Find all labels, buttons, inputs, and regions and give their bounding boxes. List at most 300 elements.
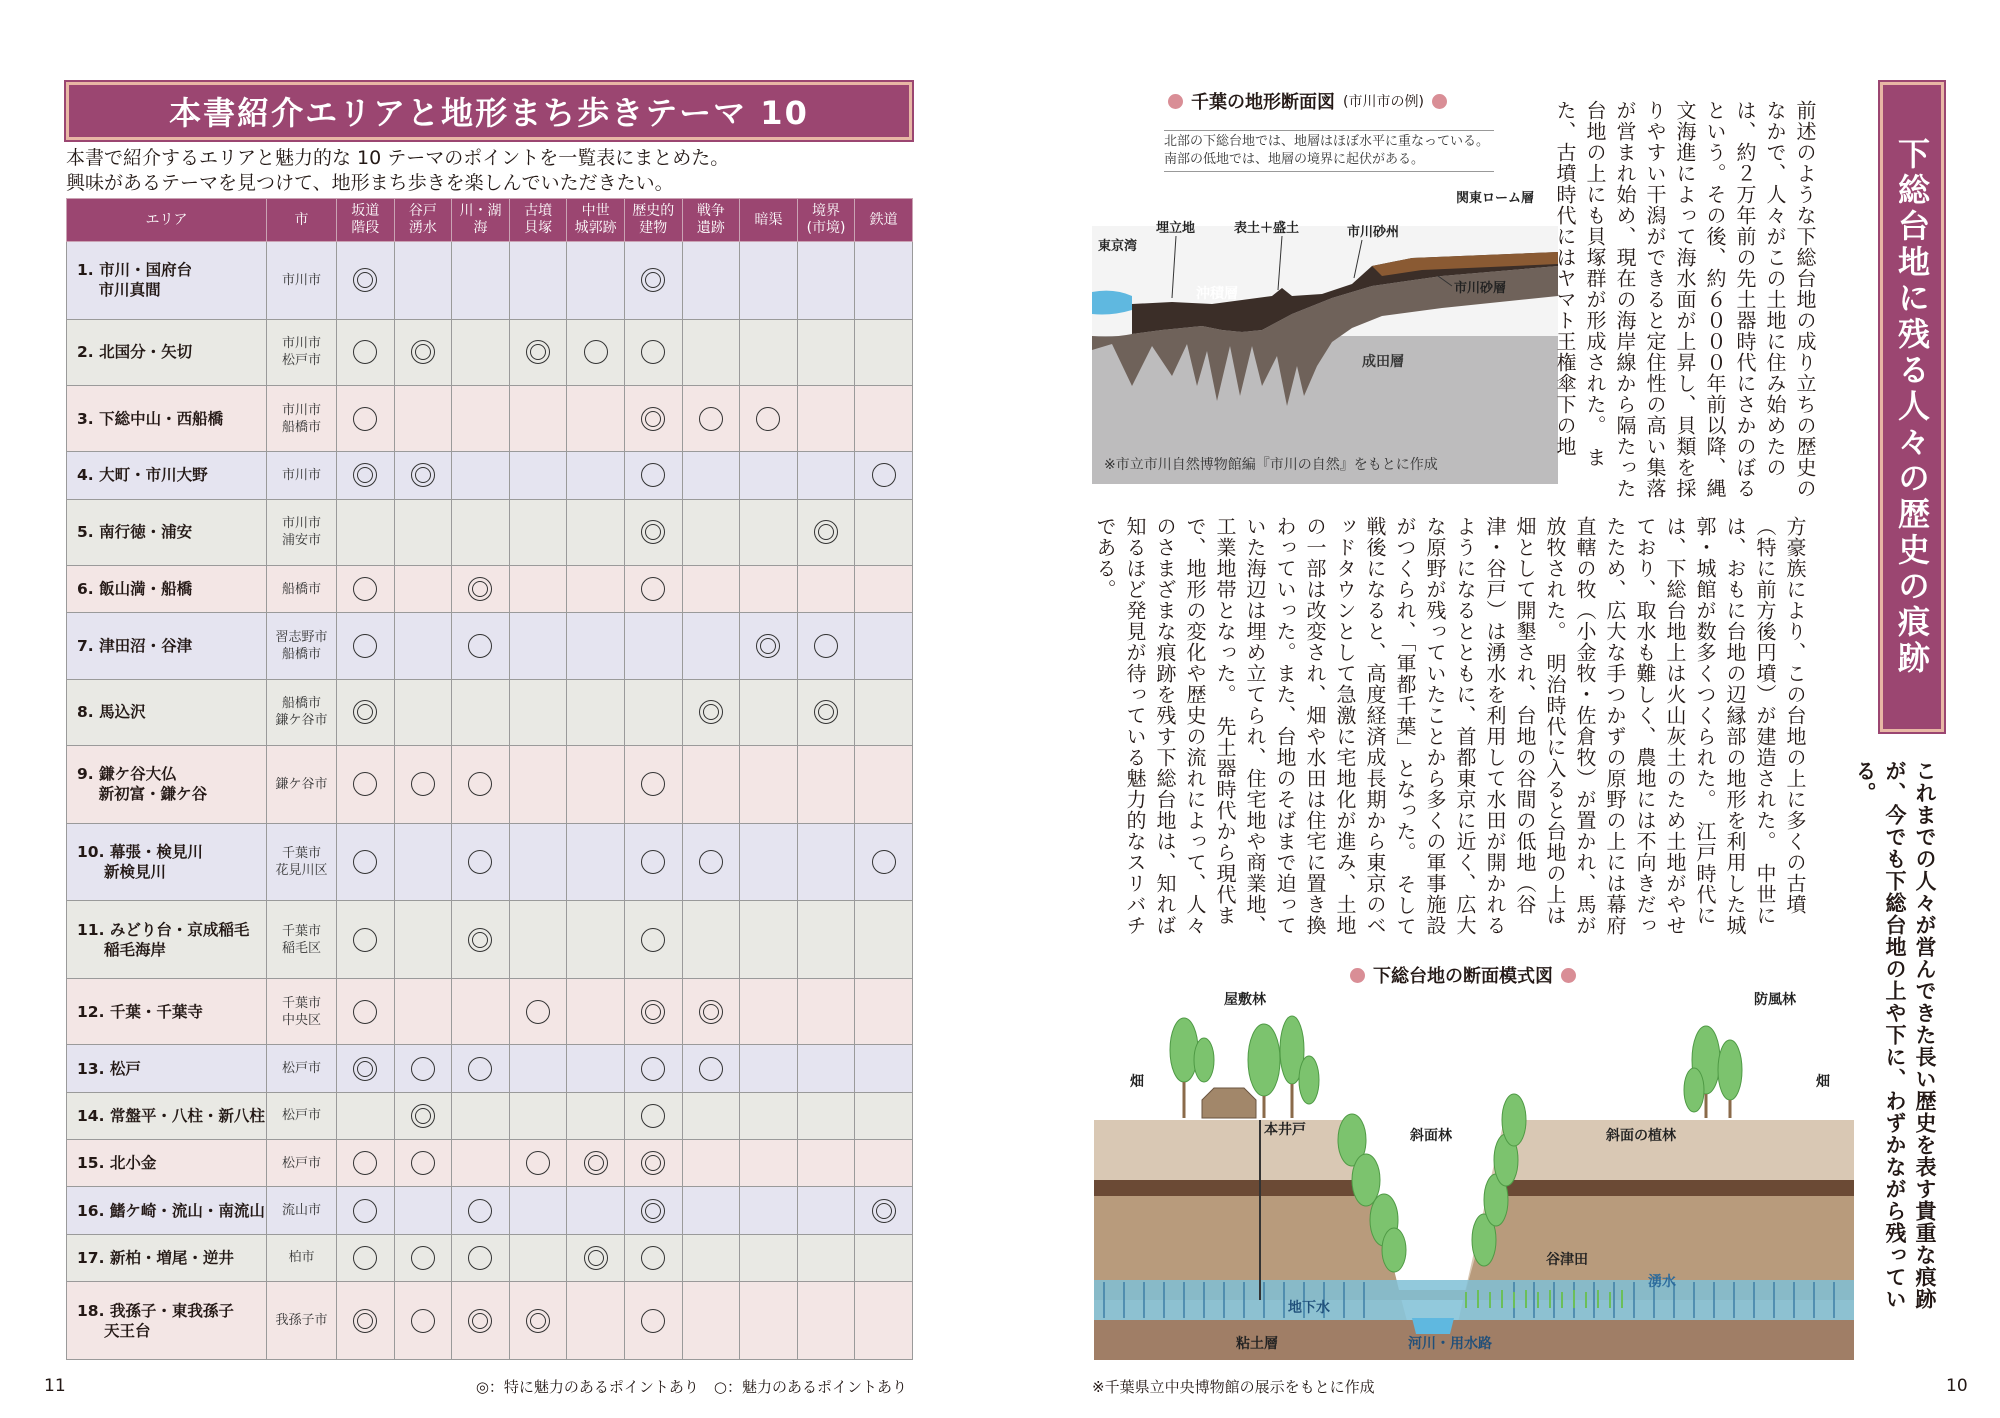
theme-cell [452,1045,510,1092]
city-cell: 市川市 浦安市 [267,499,337,565]
city-cell: 市川市 [267,242,337,320]
circle-icon [641,928,665,952]
theme-cell [567,1234,625,1281]
theme-cell [797,565,855,612]
theme-cell [682,745,740,823]
theme-cell [567,1045,625,1092]
circle-icon [584,340,608,364]
label-yashikirin: 屋敷林 [1224,992,1266,1008]
table-header-cell: 市 [267,199,337,242]
theme-cell [624,1187,682,1234]
circle-icon [699,1057,723,1081]
circle-icon [353,1000,377,1024]
theme-cell [855,979,913,1045]
fig1-title-text: 千葉の地形断面図 [1191,92,1335,113]
label-bofurin: 防風林 [1754,992,1796,1008]
theme-cell [797,613,855,679]
theme-cell [394,1234,452,1281]
theme-cell [337,823,395,901]
theme-cell [394,679,452,745]
circle-icon [468,634,492,658]
table-header-cell: 鉄道 [855,199,913,242]
theme-cell [682,242,740,320]
area-cell: 16. 鰭ケ崎・流山・南流山 [67,1187,267,1234]
groundwater-band-shape [1094,1280,1854,1320]
theme-cell [682,823,740,901]
theme-cell [509,1234,567,1281]
area-cell: 9. 鎌ケ谷大仏 新初富・鎌ケ谷 [67,745,267,823]
double-circle-icon [641,268,665,292]
table-row [67,1092,913,1139]
double-circle-icon [353,463,377,487]
theme-table [66,198,913,1360]
double-circle-icon [411,1104,435,1128]
double-circle-icon [641,1151,665,1175]
theme-cell [567,1140,625,1187]
theme-cell [509,1187,567,1234]
theme-cell [797,386,855,452]
table-row [67,823,913,901]
area-cell: 5. 南行徳・浦安 [67,499,267,565]
double-circle-icon [641,520,665,544]
theme-cell [452,823,510,901]
double-circle-icon [872,1199,896,1223]
theme-cell [855,319,913,385]
circle-icon [353,1199,377,1223]
theme-cell [567,979,625,1045]
theme-cell [394,979,452,1045]
theme-cell [337,1045,395,1092]
theme-cell [740,452,798,499]
double-circle-icon [641,1000,665,1024]
fig1-note-line-1: 北部の下総台地では、地層はほぼ水平に重なっている。 [1164,134,1490,149]
double-circle-icon [353,1057,377,1081]
theme-cell [452,679,510,745]
city-cell: 習志野市 船橋市 [267,613,337,679]
circle-icon [641,772,665,796]
circle-icon [872,850,896,874]
city-cell: 市川市 松戸市 [267,319,337,385]
theme-cell [682,679,740,745]
theme-cell [682,319,740,385]
theme-cell [682,1187,740,1234]
theme-cell [855,1234,913,1281]
label-nendo: 粘土層 [1236,1336,1278,1352]
table-row [67,679,913,745]
theme-cell [567,499,625,565]
plateau-cross-section-figure [1094,992,1854,1360]
label-shamen-shokurin: 斜面の植林 [1606,1128,1676,1144]
theme-cell [797,1092,855,1139]
theme-cell [740,823,798,901]
theme-cell [394,901,452,979]
theme-cell [337,613,395,679]
city-cell: 船橋市 [267,565,337,612]
circle-icon [699,407,723,431]
table-row [67,1234,913,1281]
double-circle-icon [468,928,492,952]
table-row [67,1140,913,1187]
table-header-cell: エリア [67,199,267,242]
theme-cell [567,386,625,452]
theme-cell [797,679,855,745]
theme-cell [567,452,625,499]
theme-cell [855,823,913,901]
city-cell: 鎌ケ谷市 [267,745,337,823]
tokyo-bay-water-shape [1092,291,1132,315]
farmhouse-icon [1202,1088,1256,1118]
theme-cell [682,1140,740,1187]
theme-cell [624,319,682,385]
theme-cell [509,901,567,979]
label-landfill: 埋立地 [1156,221,1196,236]
theme-cell [567,613,625,679]
area-cell: 4. 大町・市川大野 [67,452,267,499]
area-cell: 13. 松戸 [67,1045,267,1092]
table-row [67,979,913,1045]
circle-icon [468,1246,492,1270]
label-well: 本井戸 [1264,1122,1306,1138]
area-cell: 1. 市川・国府台 市川真間 [67,242,267,320]
theme-cell [797,823,855,901]
city-cell: 柏市 [267,1234,337,1281]
double-circle-icon [641,407,665,431]
theme-cell [740,242,798,320]
city-cell: 松戸市 [267,1140,337,1187]
circle-icon [468,1199,492,1223]
circle-icon [411,1246,435,1270]
label-shamenrin: 斜面林 [1410,1128,1452,1144]
theme-cell [682,386,740,452]
double-circle-icon [641,1199,665,1223]
table-header-cell: 谷戸 湧水 [394,199,452,242]
theme-cell [797,745,855,823]
area-cell: 14. 常盤平・八柱・新八柱 [67,1092,267,1139]
circle-icon [641,463,665,487]
table-legend: ◎：特に魅力のあるポイントあり ○：魅力のあるポイントあり [475,1378,907,1396]
circle-icon [641,1246,665,1270]
circle-icon [411,1151,435,1175]
theme-cell [740,386,798,452]
circle-icon [353,634,377,658]
theme-cell [855,1092,913,1139]
area-cell: 17. 新柏・増尾・逆井 [67,1234,267,1281]
table-header-cell: 古墳 貝塚 [509,199,567,242]
circle-icon [641,340,665,364]
double-circle-icon [353,268,377,292]
theme-cell [624,1140,682,1187]
theme-cell [509,979,567,1045]
double-circle-icon [699,700,723,724]
circle-icon [353,340,377,364]
theme-cell [509,1092,567,1139]
city-cell: 千葉市 稲毛区 [267,901,337,979]
label-ichikawa-sandbar: 市川砂州 [1347,225,1400,240]
theme-cell [682,1234,740,1281]
area-cell: 6. 飯山満・船橋 [67,565,267,612]
area-cell: 7. 津田沼・谷津 [67,613,267,679]
table-header-cell: 境界 (市境) [797,199,855,242]
double-circle-icon [353,700,377,724]
theme-cell [337,745,395,823]
circle-icon [526,1151,550,1175]
double-circle-icon [411,340,435,364]
double-circle-icon [584,1246,608,1270]
circle-icon [411,1057,435,1081]
theme-cell [624,499,682,565]
circle-icon [641,850,665,874]
theme-cell [452,1092,510,1139]
theme-cell [855,1045,913,1092]
fig1-title [1168,88,1447,114]
double-circle-icon [814,700,838,724]
theme-cell [855,1140,913,1187]
theme-cell [337,565,395,612]
theme-cell [855,242,913,320]
theme-cell [452,386,510,452]
theme-cell [624,745,682,823]
theme-cell [855,1187,913,1234]
theme-cell [337,499,395,565]
theme-cell [797,979,855,1045]
theme-cell [394,452,452,499]
body-text-bottom: 方豪族により、この台地の上に多くの古墳（特に前方後円墳）が建造された。 中世には、おもに台地の辺縁部の地形を利用した城郭・城館が数多くつくられた。 江戸時代には、下総台地上は火山灰土のため土地がやせており、取水も難しく、農地には不向きだったため、広大な手つかずの原野の上には幕府直轄の牧（小金牧・佐倉牧）が置かれ、馬が放牧された。 明治時代に入ると台地の上は畑として開墾され、台地の谷間の低地（谷津・谷戸）は湧水を利用して水田が開かれるようになるとともに、首都東京に近く、広大な原野が残っていたことから多くの軍事施設がつくられ、「軍都千葉」となった。 そして戦後になると、高度経済成長期から東京のベッドタウンとして急激に宅地化が進み、土地の一部は改変され、畑や水田は住宅に置き換わっていった。また、台地のそばまで迫っていた海辺は埋め立てられ、住宅地や商業地、工業地帯となった。 先土器時代から現代まで、地形の変化や歴史の流れによって、人々のさまざまな痕跡を残す下総台地は、知れば知るほど発見が待っている魅力的なスリバチである。 [1093,516,1807,937]
theme-cell [740,1282,798,1360]
theme-cell [797,901,855,979]
page-number-right: 10 [1946,1376,1968,1396]
theme-cell [394,319,452,385]
theme-cell [740,1234,798,1281]
body-text-top: 前述のような下総台地の成り立ちの歴史のなかで、人々がこの土地に住み始めたのは、約２万年前の先土器時代にさかのぼるという。その後、約６０００年前以降、縄文海進によって海水面が上昇し、貝類を採りやすい干潟ができると定住性の高い集落が営まれ始め、現在の海岸線から隔たった台地の上にも貝塚群が形成された。 また、古墳時代にはヤマト王権傘下の地 [1553,100,1817,499]
theme-cell [394,499,452,565]
theme-cell [337,1282,395,1360]
theme-cell [337,242,395,320]
circle-icon [814,634,838,658]
fig2-title-text: 下総台地の断面模式図 [1373,966,1553,987]
theme-cell [624,1045,682,1092]
bullet-dot-icon [1561,968,1576,983]
circle-icon [353,577,377,601]
circle-icon [756,407,780,431]
theme-cell [452,613,510,679]
loam-band-shape [1094,1180,1854,1196]
theme-cell [855,499,913,565]
theme-cell [337,1092,395,1139]
theme-cell [509,499,567,565]
circle-icon [411,1309,435,1333]
theme-cell [452,901,510,979]
city-cell: 松戸市 [267,1045,337,1092]
label-kasen: 河川・用水路 [1408,1336,1492,1352]
theme-cell [567,1187,625,1234]
city-cell: 市川市 船橋市 [267,386,337,452]
theme-cell [509,1140,567,1187]
city-cell: 松戸市 [267,1092,337,1139]
theme-cell [855,1282,913,1360]
theme-cell [337,979,395,1045]
circle-icon [641,1309,665,1333]
theme-cell [624,979,682,1045]
circle-icon [353,1151,377,1175]
theme-cell [797,1045,855,1092]
label-alluvium: 沖積層 [1196,286,1238,302]
theme-cell [740,679,798,745]
theme-cell [797,1140,855,1187]
table-row [67,745,913,823]
theme-cell [624,565,682,612]
table-row [67,242,913,320]
theme-cell [394,823,452,901]
double-circle-icon [584,1151,608,1175]
circle-icon [353,928,377,952]
area-cell: 11. みどり台・京成稲毛 稲毛海岸 [67,901,267,979]
double-circle-icon [526,340,550,364]
theme-cell [855,613,913,679]
theme-cell [337,679,395,745]
theme-cell [624,1234,682,1281]
theme-cell [394,1092,452,1139]
circle-icon [641,577,665,601]
theme-cell [509,1045,567,1092]
theme-cell [567,565,625,612]
theme-cell [797,499,855,565]
theme-cell [509,745,567,823]
theme-cell [394,565,452,612]
label-hata-right: 畑 [1816,1074,1830,1090]
table-row [67,1187,913,1234]
theme-cell [624,1092,682,1139]
area-cell: 3. 下総中山・西船橋 [67,386,267,452]
theme-cell [394,613,452,679]
theme-cell [855,901,913,979]
theme-cell [394,242,452,320]
theme-cell [394,1140,452,1187]
bullet-dot-icon [1432,94,1447,109]
theme-cell [452,745,510,823]
theme-cell [452,452,510,499]
table-row [67,499,913,565]
theme-cell [740,901,798,979]
theme-cell [337,386,395,452]
label-chikasui: 地下水 [1288,1300,1330,1316]
theme-cell [797,1234,855,1281]
label-kanto-loam: 関東ローム層 [1456,191,1535,206]
theme-cell [509,319,567,385]
fig1-subtitle: (市川市の例) [1343,94,1424,110]
theme-cell [624,1282,682,1360]
label-topsoil: 表土＋盛土 [1234,221,1300,236]
table-header-cell: 川・湖 海 [452,199,510,242]
table-row [67,1282,913,1360]
label-tokyo-bay: 東京湾 [1098,239,1138,254]
fig1-source: ※市立市川自然博物館編『市川の自然』をもとに作成 [1104,457,1438,473]
theme-cell [452,1282,510,1360]
theme-cell [394,1187,452,1234]
table-title: 本書紹介エリアと地形まち歩きテーマ 10 [66,82,912,140]
theme-cell [682,901,740,979]
theme-cell [509,565,567,612]
theme-cell [452,1140,510,1187]
page-number-left: 11 [44,1376,66,1396]
theme-cell [452,1187,510,1234]
area-cell: 2. 北国分・矢切 [67,319,267,385]
circle-icon [468,850,492,874]
theme-cell [624,242,682,320]
theme-cell [740,1187,798,1234]
theme-cell [682,499,740,565]
theme-cell [682,1282,740,1360]
label-yatsuda: 谷津田 [1546,1252,1588,1268]
circle-icon [353,407,377,431]
area-cell: 8. 馬込沢 [67,679,267,745]
theme-cell [740,613,798,679]
theme-cell [797,242,855,320]
theme-cell [509,1282,567,1360]
area-cell: 12. 千葉・千葉寺 [67,979,267,1045]
label-yusui: 湧水 [1648,1274,1676,1290]
theme-cell [452,242,510,320]
theme-cell [624,901,682,979]
theme-cell [855,386,913,452]
city-cell: 千葉市 花見川区 [267,823,337,901]
theme-cell [682,613,740,679]
theme-cell [394,386,452,452]
theme-cell [394,1282,452,1360]
circle-icon [411,772,435,796]
theme-cell [567,319,625,385]
theme-cell [567,679,625,745]
circle-icon [468,772,492,796]
table-header-cell: 暗渠 [740,199,798,242]
theme-cell [855,745,913,823]
theme-cell [452,319,510,385]
section-banner: 下総台地に残る人々の歴史の痕跡 [1880,82,1944,732]
table-row [67,452,913,499]
theme-cell [567,901,625,979]
theme-cell [797,319,855,385]
section-summary: これまでの人々が営んできた長い歴史を表す貴重な痕跡が、今でも下総台地の上や下に、わずかながら残っている。 [1853,760,1937,1310]
circle-icon [353,772,377,796]
fig1-note-line-2: 南部の低地では、地層の境界に起伏がある。 [1164,152,1425,167]
city-cell: 我孫子市 [267,1282,337,1360]
fig2-title [1350,962,1576,988]
theme-cell [682,1045,740,1092]
table-header-row [67,199,913,242]
theme-cell [624,386,682,452]
intro-line-1: 本書で紹介するエリアと魅力的な 10 テーマのポイントを一覧表にまとめた。 [66,147,730,169]
double-circle-icon [411,463,435,487]
double-circle-icon [468,577,492,601]
theme-cell [567,242,625,320]
table-row [67,319,913,385]
theme-cell [682,1092,740,1139]
table-header-cell: 歴史的 建物 [624,199,682,242]
theme-cell [567,745,625,823]
circle-icon [699,850,723,874]
circle-icon [641,1104,665,1128]
theme-cell [740,1045,798,1092]
theme-cell [855,452,913,499]
theme-cell [740,499,798,565]
fig1-note [1164,130,1494,172]
theme-cell [797,452,855,499]
theme-cell [337,901,395,979]
table-row [67,901,913,979]
table-header-cell: 坂道 階段 [337,199,395,242]
double-circle-icon [353,1309,377,1333]
theme-cell [509,823,567,901]
bullet-dot-icon [1168,94,1183,109]
